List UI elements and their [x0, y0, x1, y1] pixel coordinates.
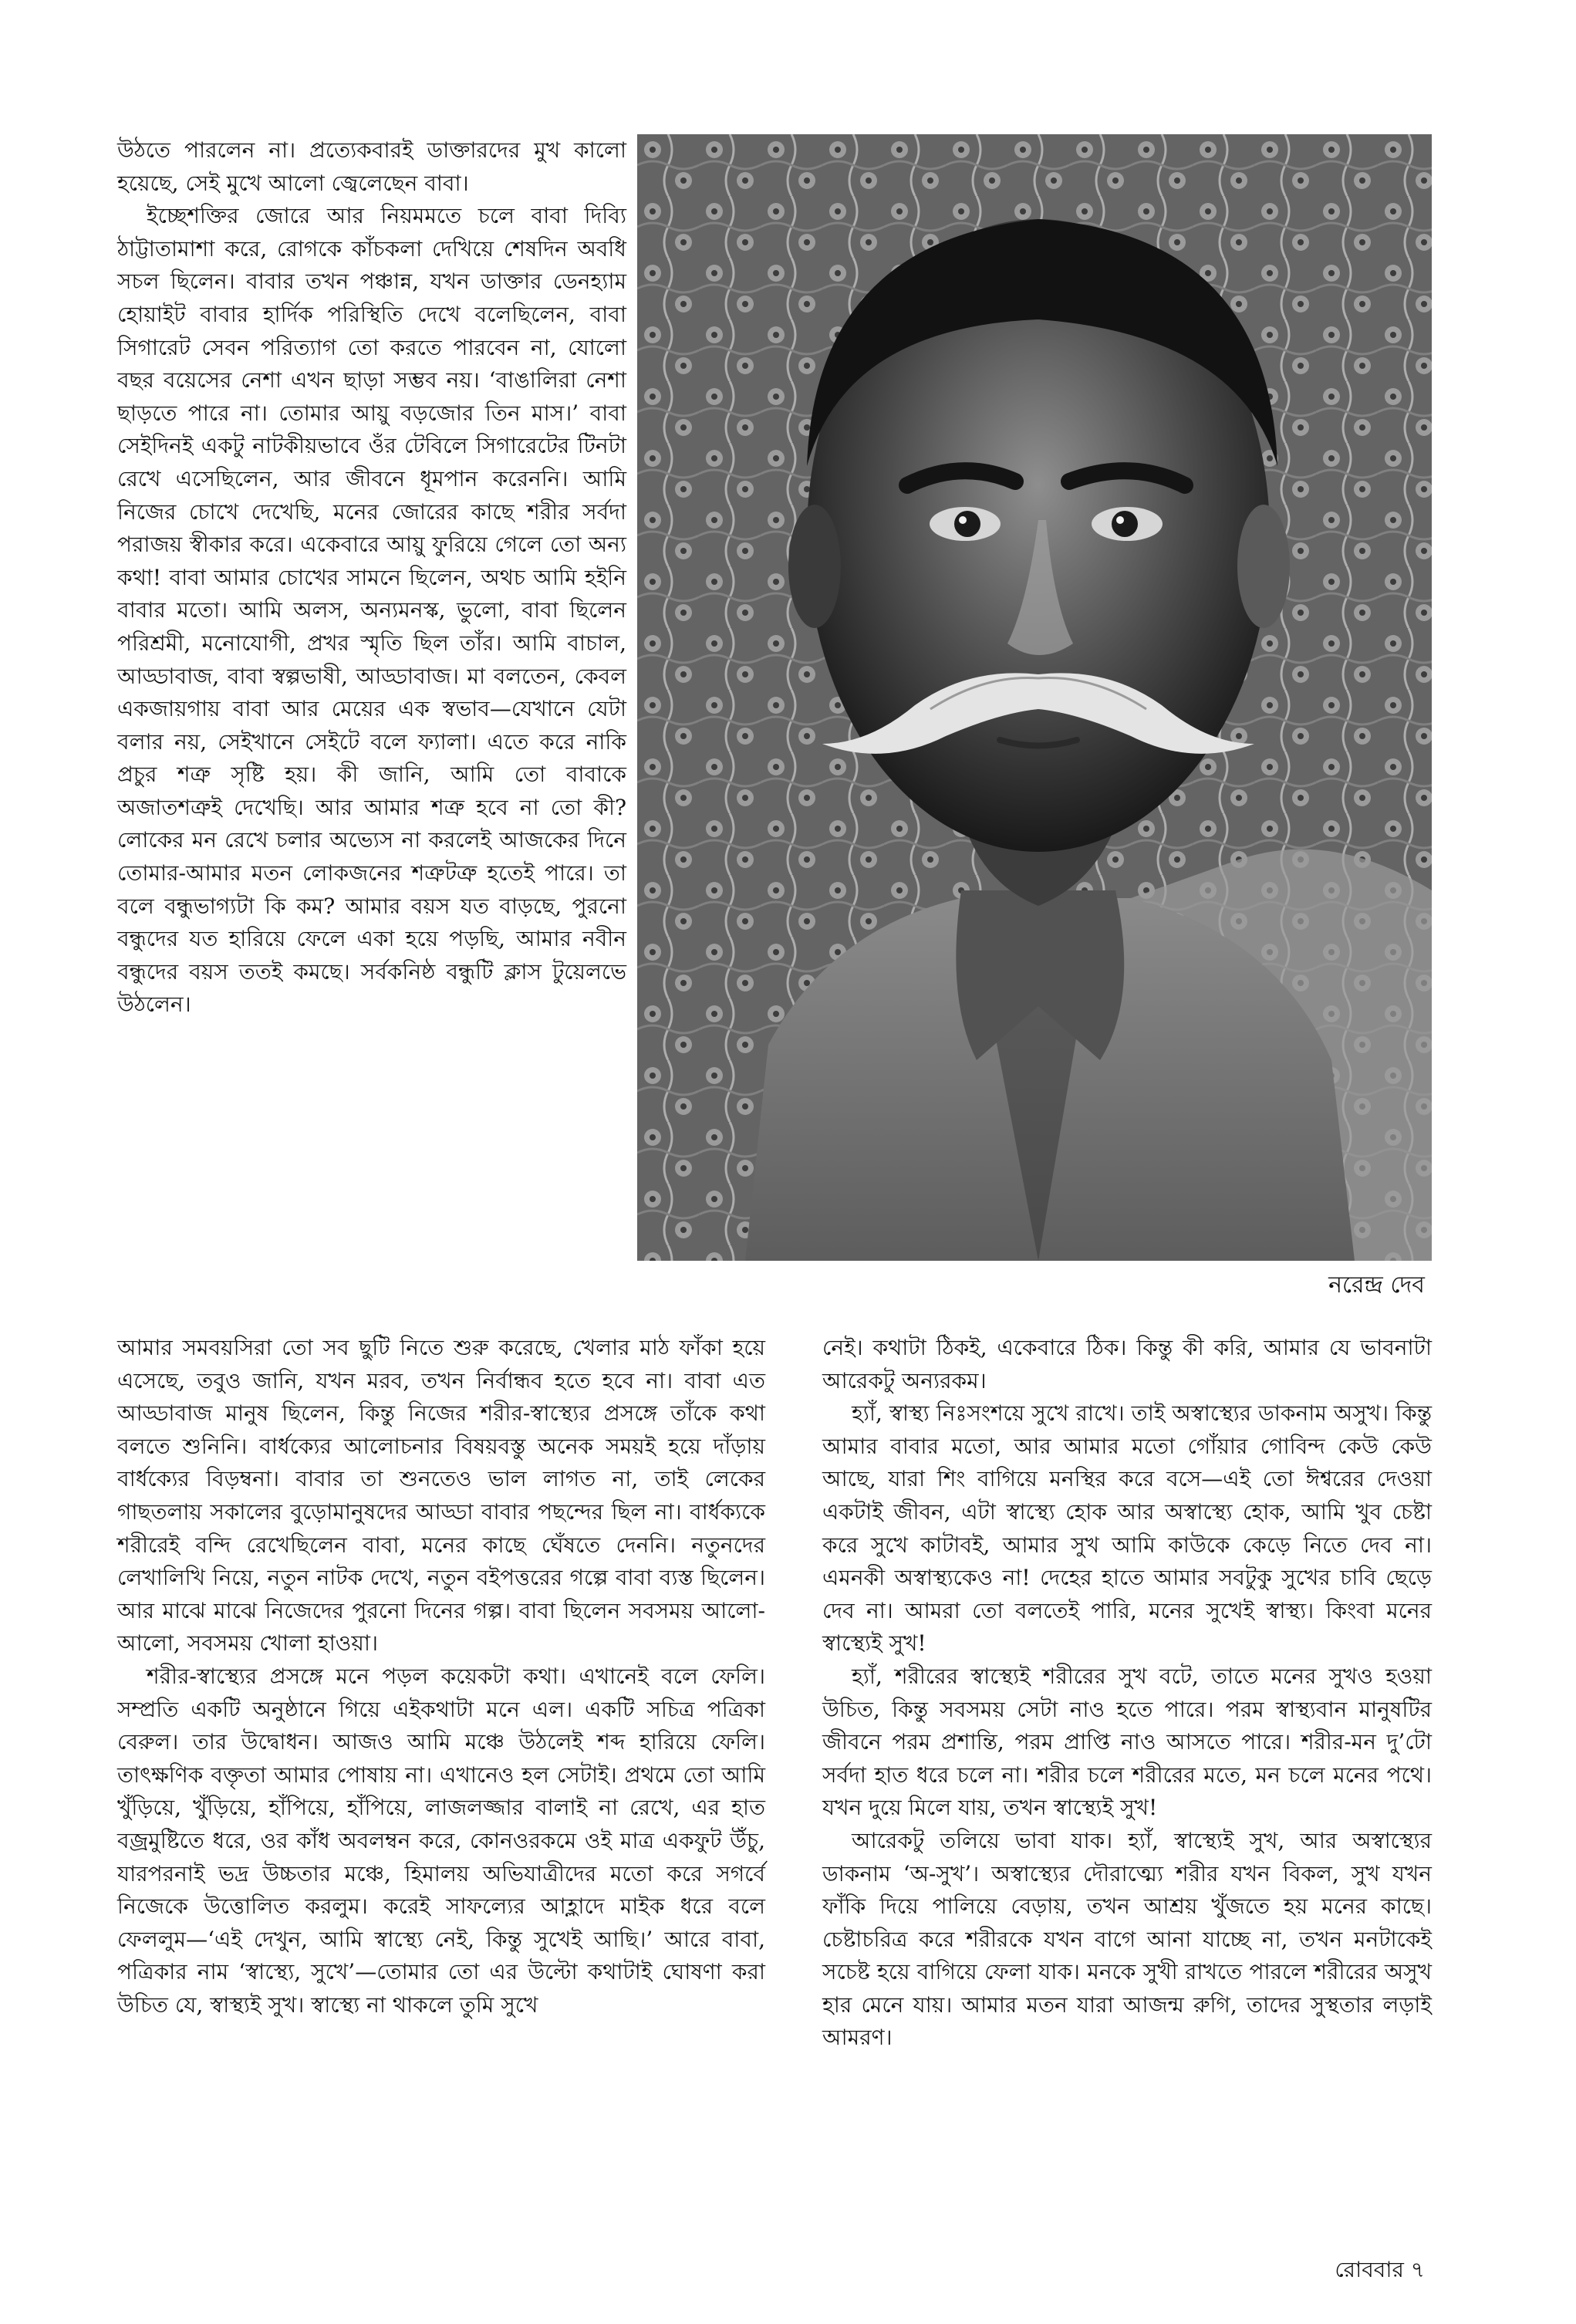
article-paragraph: শরীর-স্বাস্থ্যের প্রসঙ্গে মনে পড়ল কয়েকটা কথা। এখানেই বলে ফেলি। সম্প্রতি একটি অনুষ্ঠানে গিয়ে এইকথাটা মনে এল। একটি সচিত্র পত্রিকা বেরুল। তার উদ্বোধন। আজও আমি মঞ্চে উঠলেই শব্দ হারিয়ে ফেলি। তাৎক্ষণিক বক্তৃতা আমার পোষায় না। এখানেও হল সেটাই। প্রথমে তো আমি খুঁড়িয়ে, খুঁড়িয়ে, হাঁপিয়ে, হাঁপিয়ে, লাজলজ্জার বালাই না রেখে, এর হাত বজ্রমুষ্টিতে ধরে, ওর কাঁধ অবলম্বন করে, কোনওরকমে ওই মাত্র একফুট উঁচু, যারপরনাই ভদ্র উচ্চতার মঞ্চে, হিমালয় অভিযাত্রীদের মতো করে সগর্বে নিজেকে উত্তোলিত করলুম। করেই সাফল্যের আহ্লাদে মাইক ধরে বলে ফেললুম—‘এই দেখুন, আমি স্বাস্থ্যে নেই, কিন্তু সুখেই আছি।’ আরে বাবা, পত্রিকার নাম ‘স্বাস্থ্যে, সুখে’—তোমার তো এর উল্টো কথাটাই ঘোষণা করা উচিত যে, স্বাস্থ্যই সুখ। স্বাস্থ্যে না থাকলে তুমি সুখে	[117, 1663, 765, 2018]
article-paragraph: হ্যাঁ, শরীরের স্বাস্থ্যেই শরীরের সুখ বটে, তাতে মনের সুখও হওয়া উচিত, কিন্তু সবসময় সেটা নাও হতে পারে। পরম স্বাস্থ্যবান মানুষটির জীবনে পরম প্রশান্তি, পরম প্রাপ্তি নাও আসতে পারে। শরীর-মন দু’টো সর্বদা হাত ধরে চলে না। শরীর চলে শরীরের মতে, মন চলে মনের পথে। যখন দুয়ে মিলে যায়, তখন স্বাস্থ্যেই সুখ!	[822, 1663, 1432, 1821]
article-column-right	[822, 1332, 1432, 2055]
article-paragraph: হ্যাঁ, স্বাস্থ্য নিঃসংশয়ে সুখে রাখে। তাই অস্বাস্থ্যের ডাকনাম অসুখ। কিন্তু আমার বাবার মতো, আর আমার মতো গোঁয়ার গোবিন্দ কেউ কেউ আছে, যারা শিং বাগিয়ে মনস্থির করে বসে—এই তো ঈশ্বরের দেওয়া একটাই জীবন, এটা স্বাস্থ্যে হোক আর অস্বাস্থ্যে হোক, আমি খুব চেষ্টা করে সুখে কাটাবই, আমার সুখ আমি কাউকে কেড়ে নিতে দেব না। এমনকী অস্বাস্থ্যকেও না! দেহের হাতে আমার সবটুকু সুখের চাবি ছেড়ে দেব না। আমরা তো বলতেই পারি, মনের সুখেই স্বাস্থ্য। কিংবা মনের স্বাস্থ্যেই সুখ!	[822, 1400, 1432, 1657]
article-column-bottom-left	[117, 1332, 765, 2022]
article-paragraph: উঠতে পারলেন না। প্রত্যেকবারই ডাক্তারদের মুখ কালো হয়েছে, সেই মুখে আলো জ্বেলেছেন বাবা।	[117, 137, 626, 196]
article-paragraph: ইচ্ছেশক্তির জোরে আর নিয়মমতে চলে বাবা দিব্যি ঠাট্টাতামাশা করে, রোগকে কাঁচকলা দেখিয়ে শেষদিন অবধি সচল ছিলেন। বাবার তখন পঞ্চান্ন, যখন ডাক্তার ডেনহ্যাম হোয়াইট বাবার হার্দিক পরিস্থিতি দেখে বলেছিলেন, বাবা সিগারেট সেবন পরিত্যাগ তো করতে পারবেন না, যোলো বছর বয়েসের নেশা এখন ছাড়া সম্ভব নয়। ‘বাঙালিরা নেশা ছাড়তে পারে না। তোমার আয়ু বড়জোর তিন মাস।’ বাবা সেইদিনই একটু নাটকীয়ভাবে ওঁর টেবিলে সিগারেটের টিনটা রেখে এসেছিলেন, আর জীবনে ধূমপান করেননি। আমি নিজের চোখে দেখেছি, মনের জোরের কাছে শরীর সর্বদা পরাজয় স্বীকার করে। একেবারে আয়ু ফুরিয়ে গেলে তো অন্য কথা! বাবা আমার চোখের সামনে ছিলেন, অথচ আমি হইনি বাবার মতো। আমি অলস, অন্যমনস্ক, ভুলো, বাবা ছিলেন পরিশ্রমী, মনোযোগী, প্রখর স্মৃতি ছিল তাঁর। আমি বাচাল, আড্ডাবাজ, বাবা স্বল্পভাষী, আড্ডাবাজ। মা বলতেন, কেবল একজায়গায় বাবা আর মেয়ের এক স্বভাব—যেখানে যেটা বলার নয়, সেইখানে সেইটে বলে ফ্যালা। এতে করে নাকি প্রচুর শত্রু সৃষ্টি হয়। কী জানি, আমি তো বাবাকে অজাতশত্রুই দেখেছি। আর আমার শত্রু হবে না তো কী? লোকের মন রেখে চলার অভ্যেস না করলেই আজকের দিনে তোমার-আমার মতন লোকজনের শত্রুটত্রু হতেই পারে। তা বলে বন্ধুভাগ্যটা কি কম? আমার বয়স যত বাড়ছে, পুরনো বন্ধুদের যত হারিয়ে ফেলে একা হয়ে পড়ছি, আমার নবীন বন্ধুদের বয়স ততই কমছে। সর্বকনিষ্ঠ বন্ধুটি ক্লাস টুয়েলভে উঠলেন।	[117, 203, 626, 1018]
article-paragraph: নেই। কথাটা ঠিকই, একেবারে ঠিক। কিন্তু কী করি, আমার যে ভাবনাটা আরেকটু অন্যরকম।	[822, 1335, 1432, 1393]
photo-caption: নরেন্দ্র দেব	[1328, 1272, 1425, 1299]
portrait-photo	[637, 134, 1432, 1261]
article-column-top-left	[117, 134, 626, 1022]
article-paragraph: আরেকটু তলিয়ে ভাবা যাক। হ্যাঁ, স্বাস্থ্যেই সুখ, আর অস্বাস্থ্যের ডাকনাম ‘অ-সুখ’। অস্বাস্থ্যের দৌরাত্ম্যে শরীর যখন বিকল, সুখ যখন ফাঁকি দিয়ে পালিয়ে বেড়ায়, তখন আশ্রয় খুঁজতে হয় মনের কাছে। চেষ্টাচরিত্র করে শরীরকে যখন বাগে আনা যাচ্ছে না, তখন মনটাকেই সচেষ্ট হয়ে বাগিয়ে ফেলা যাক। মনকে সুখী রাখতে পারলে শরীরের অসুখ হার মেনে যায়। আমার মতন যারা আজন্ম রুগি, তাদের সুস্থতার লড়াই আমরণ।	[822, 1827, 1432, 2051]
article-paragraph: আমার সমবয়সিরা তো সব ছুটি নিতে শুরু করেছে, খেলার মাঠ ফাঁকা হয়ে এসেছে, তবুও জানি, যখন মরব, তখন নির্বান্ধব হতে হবে না। বাবা এত আড্ডাবাজ মানুষ ছিলেন, কিন্তু নিজের শরীর-স্বাস্থ্যের প্রসঙ্গে তাঁকে কথা বলতে শুনিনি। বার্ধক্যের আলোচনার বিষয়বস্তু অনেক সময়ই হয়ে দাঁড়ায় বার্ধক্যের বিড়ম্বনা। বাবার তা শুনতেও ভাল লাগত না, তাই লেকের গাছতলায় সকালের বুড়োমানুষদের আড্ডা বাবার পছন্দের ছিল না। বার্ধক্যকে শরীরেই বন্দি রেখেছিলেন বাবা, মনের কাছে ঘেঁষতে দেননি। নতুনদের লেখালিখি নিয়ে, নতুন নাটক দেখে, নতুন বইপত্তরের গল্পে বাবা ব্যস্ত ছিলেন। আর মাঝে মাঝে নিজেদের পুরনো দিনের গল্প। বাবা ছিলেন সবসময় আলো-আলো, সবসময় খোলা হাওয়া।	[117, 1335, 765, 1657]
page-footer: রোববার ৭	[1335, 2257, 1425, 2282]
